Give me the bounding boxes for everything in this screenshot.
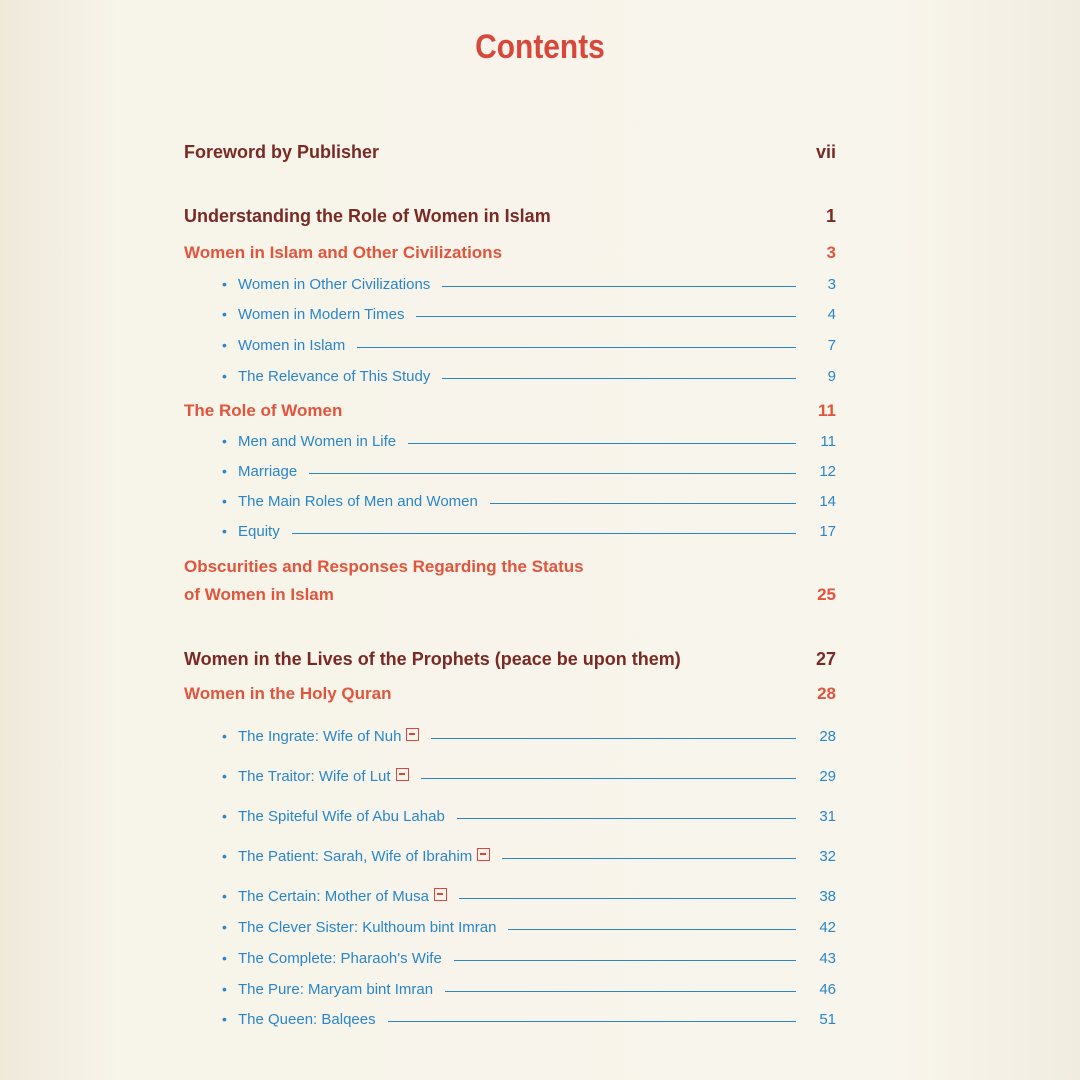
bullet-icon: •: [222, 523, 227, 539]
toc-entry-label: Women in Modern Times: [238, 306, 405, 323]
toc-page-number: 31: [819, 808, 836, 825]
toc-entry-label: Equity: [238, 523, 280, 540]
toc-chapter-1[interactable]: [184, 243, 836, 263]
toc-page-number: 3: [827, 276, 836, 293]
bullet-icon: •: [222, 728, 227, 744]
toc-page-number: 25: [817, 585, 836, 604]
toc-entry-label: The Patient: Sarah, Wife of Ibrahim: [238, 848, 473, 865]
toc-subentry[interactable]: [222, 433, 836, 450]
toc-entry-label: Women in the Holy Quran: [184, 684, 392, 703]
dot-leader: [442, 378, 796, 379]
toc-subentry[interactable]: [222, 493, 836, 510]
toc-subentry[interactable]: [222, 981, 836, 998]
toc-entry-label: The Clever Sister: Kulthoum bint Imran: [238, 919, 497, 936]
toc-entry-label: The Main Roles of Men and Women: [238, 493, 478, 510]
toc-page-number: 1: [825, 206, 836, 226]
dot-leader: [442, 286, 796, 287]
toc-entry-label: Marriage: [238, 463, 298, 480]
toc-entry-label: Men and Women in Life: [238, 433, 397, 450]
toc-entry-label: Obscurities and Responses Regarding the Status: [184, 557, 584, 576]
dot-leader: [309, 473, 796, 474]
bullet-icon: •: [222, 337, 227, 353]
toc-page-number: 17: [819, 523, 836, 540]
dot-leader: [490, 503, 796, 504]
toc-page-number: 12: [819, 463, 836, 480]
dot-leader: [502, 858, 796, 859]
toc-page-number: 28: [819, 728, 836, 745]
toc-chapter-4[interactable]: [184, 684, 836, 704]
bullet-icon: •: [222, 493, 227, 509]
toc-entry-label: The Role of Women: [184, 401, 343, 420]
toc-page-number: 32: [819, 848, 836, 865]
bullet-icon: •: [222, 768, 227, 784]
toc-entry-label: The Complete: Pharaoh's Wife: [238, 950, 442, 967]
dot-leader: [388, 1021, 796, 1022]
bullet-icon: •: [222, 306, 227, 322]
honorific-seal-icon: [396, 768, 409, 781]
toc-entry-foreword[interactable]: [184, 142, 836, 163]
bullet-icon: •: [222, 433, 227, 449]
toc-subentry[interactable]: [222, 768, 836, 785]
bullet-icon: •: [222, 848, 227, 864]
dot-leader: [508, 929, 796, 930]
bullet-icon: •: [222, 463, 227, 479]
toc-entry-label: Foreword by Publisher: [184, 142, 380, 162]
toc-page-number: 3: [826, 243, 836, 262]
toc-chapter-2[interactable]: [184, 401, 836, 421]
toc-page-number: 42: [819, 919, 836, 936]
toc-entry-label: The Queen: Balqees: [238, 1011, 376, 1028]
dot-leader: [431, 738, 796, 739]
toc-page-number: 28: [817, 684, 836, 703]
toc-subentry[interactable]: [222, 1011, 836, 1028]
toc-page-number: 4: [827, 306, 836, 323]
dot-leader: [357, 347, 796, 348]
toc-page-number: 14: [819, 493, 836, 510]
toc-entry-label-cont: of Women in Islam: [184, 585, 334, 604]
toc-subentry[interactable]: [222, 848, 836, 865]
toc-entry-label: The Ingrate: Wife of Nuh: [238, 728, 402, 745]
toc-entry-label: The Spiteful Wife of Abu Lahab: [238, 808, 445, 825]
page-title: Contents: [475, 28, 605, 66]
dot-leader: [416, 316, 796, 317]
bullet-icon: •: [222, 808, 227, 824]
bullet-icon: •: [222, 950, 227, 966]
toc-page-number: 43: [819, 950, 836, 967]
toc-page-number: 11: [820, 433, 836, 450]
honorific-seal-icon: [406, 728, 419, 741]
honorific-seal-icon: [477, 848, 490, 861]
toc-page-number: 27: [815, 649, 836, 669]
toc-subentry[interactable]: [222, 919, 836, 936]
toc-subentry[interactable]: [222, 463, 836, 480]
toc-page-number: 11: [818, 401, 836, 420]
toc-page-number: 29: [819, 768, 836, 785]
bullet-icon: •: [222, 276, 227, 292]
toc-subentry[interactable]: [222, 888, 836, 905]
dot-leader: [408, 443, 796, 444]
toc-subentry[interactable]: [222, 808, 836, 825]
honorific-seal-icon: [434, 888, 447, 901]
toc-subentry[interactable]: [222, 728, 836, 745]
toc-subentry[interactable]: [222, 368, 836, 385]
toc-entry-label: The Certain: Mother of Musa: [238, 888, 429, 905]
toc-subentry[interactable]: [222, 950, 836, 967]
toc-page-number: 7: [827, 337, 836, 354]
toc-subentry[interactable]: [222, 523, 836, 540]
toc-entry-label: The Traitor: Wife of Lut: [238, 768, 391, 785]
toc-entry-label: Women in the Lives of the Prophets (peace be upon them): [184, 649, 681, 669]
toc-entry-label: Women in Islam and Other Civilizations: [184, 243, 503, 262]
toc-entry-label: Women in Other Civilizations: [238, 276, 431, 293]
toc-page-number: 9: [827, 368, 836, 385]
dot-leader: [421, 778, 796, 779]
toc-page-number: 51: [819, 1011, 836, 1028]
toc-page-number: vii: [815, 142, 836, 162]
toc-subentry[interactable]: [222, 337, 836, 354]
toc-entry-label: The Relevance of This Study: [238, 368, 431, 385]
dot-leader: [454, 960, 796, 961]
toc-entry-label: Women in Islam: [238, 337, 346, 354]
dot-leader: [457, 818, 796, 819]
dot-leader: [445, 991, 796, 992]
toc-part-1[interactable]: [184, 206, 836, 227]
toc-chapter-3[interactable]: [184, 557, 836, 577]
dot-leader: [459, 898, 796, 899]
bullet-icon: •: [222, 919, 227, 935]
toc-page-number: 46: [819, 981, 836, 998]
toc-entry-label: The Pure: Maryam bint Imran: [238, 981, 434, 998]
toc-subentry[interactable]: [222, 276, 836, 293]
toc-entry-label: Understanding the Role of Women in Islam: [184, 206, 551, 226]
toc-subentry[interactable]: [222, 306, 836, 323]
bullet-icon: •: [222, 981, 227, 997]
dot-leader: [292, 533, 796, 534]
toc-chapter-3-cont[interactable]: [184, 585, 836, 605]
toc-page-number: 38: [819, 888, 836, 905]
bullet-icon: •: [222, 368, 227, 384]
toc-part-2[interactable]: [184, 649, 836, 670]
bullet-icon: •: [222, 888, 227, 904]
bullet-icon: •: [222, 1011, 227, 1027]
